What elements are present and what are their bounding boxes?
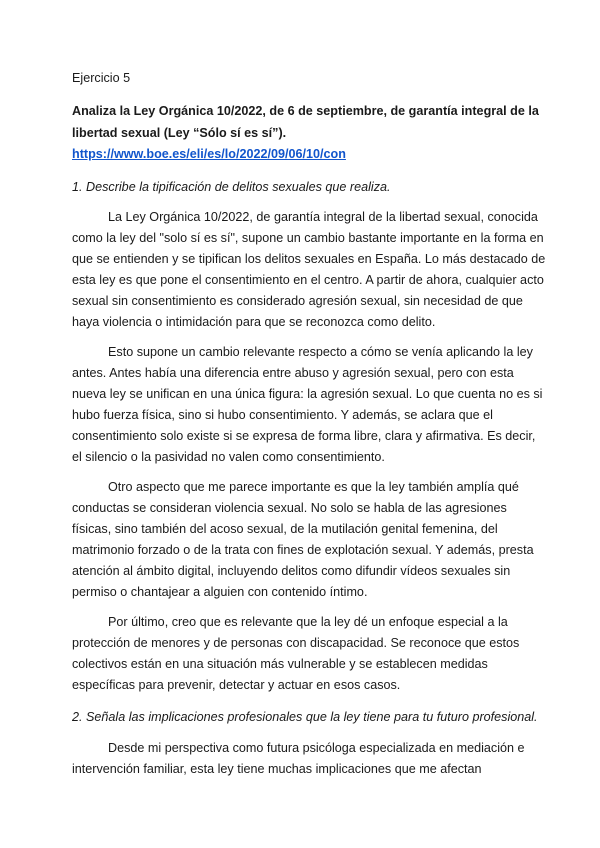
- exercise-title: Ejercicio 5: [72, 71, 131, 85]
- paragraph-3-line: atención al ámbito digital, incluyendo delitos como difundir vídeos sexuales sin: [72, 564, 511, 578]
- paragraph-4-line: Por último, creo que es relevante que la ley dé un enfoque especial a la: [108, 615, 508, 629]
- paragraph-2-line: nueva ley se unifican en una única figura: la agresión sexual. Lo que cuenta no es si: [72, 387, 543, 401]
- paragraph-1-line: que se entienden y se tipifican los delitos sexuales en España. Lo más destacado de: [72, 252, 546, 266]
- paragraph-2-line: hubo fuerza física, sino si hubo consentimiento. Y además, se aclara que el: [72, 408, 493, 422]
- paragraph-1-line: La Ley Orgánica 10/2022, de garantía integral de la libertad sexual, conocida: [108, 210, 538, 224]
- paragraph-1-line: como la ley del "solo sí es sí", supone un cambio bastante importante en la forma en: [72, 231, 544, 245]
- paragraph-3-line: conductas se consideran violencia sexual. No solo se habla de las agresiones: [72, 501, 507, 515]
- paragraph-3-line: físicas, sino también del acoso sexual, de la mutilación genital femenina, del: [72, 522, 498, 536]
- heading-line-2: libertad sexual (Ley “Sólo sí es sí”).: [72, 126, 287, 140]
- boe-link[interactable]: https://www.boe.es/eli/es/lo/2022/09/06/10/con: [72, 147, 346, 161]
- paragraph-3-line: Otro aspecto que me parece importante es que la ley también amplía qué: [108, 480, 519, 494]
- paragraph-4-line: protección de menores y de personas con discapacidad. Se reconoce que estos: [72, 636, 520, 650]
- question-1: 1. Describe la tipificación de delitos sexuales que realiza.: [72, 180, 391, 194]
- paragraph-3-line: permiso o chantajear a alguien con contenido íntimo.: [72, 585, 368, 599]
- paragraph-4-line: colectivos están en una situación más vulnerable y se establecen medidas: [72, 657, 488, 671]
- paragraph-2-line: Esto supone un cambio relevante respecto a cómo se venía aplicando la ley: [108, 345, 533, 359]
- paragraph-1-line: haya violencia o intimidación para que se reconozca como delito.: [72, 315, 436, 329]
- paragraph-1-line: esta ley es que pone el consentimiento en el centro. A partir de ahora, cualquier acto: [72, 273, 544, 287]
- heading-line-1: Analiza la Ley Orgánica 10/2022, de 6 de septiembre, de garantía integral de la: [72, 104, 539, 118]
- paragraph-2-line: consentimiento solo existe si se expresa de forma libre, clara y afirmativa. Es decir,: [72, 429, 536, 443]
- paragraph-3-line: matrimonio forzado o de la trata con fines de explotación sexual. Y además, presta: [72, 543, 534, 557]
- paragraph-5-line: Desde mi perspectiva como futura psicóloga especializada en mediación e: [108, 741, 525, 755]
- paragraph-1-line: sexual sin consentimiento es considerado agresión sexual, sin necesidad de que: [72, 294, 523, 308]
- paragraph-2-line: antes. Antes había una diferencia entre abuso y agresión sexual, pero con esta: [72, 366, 514, 380]
- paragraph-5-line: intervención familiar, esta ley tiene muchas implicaciones que me afectan: [72, 762, 482, 776]
- paragraph-2-line: el silencio o la pasividad no valen como consentimiento.: [72, 450, 385, 464]
- question-2: 2. Señala las implicaciones profesionales que la ley tiene para tu futuro profesional.: [72, 710, 538, 724]
- paragraph-4-line: específicas para prevenir, detectar y actuar en esos casos.: [72, 678, 401, 692]
